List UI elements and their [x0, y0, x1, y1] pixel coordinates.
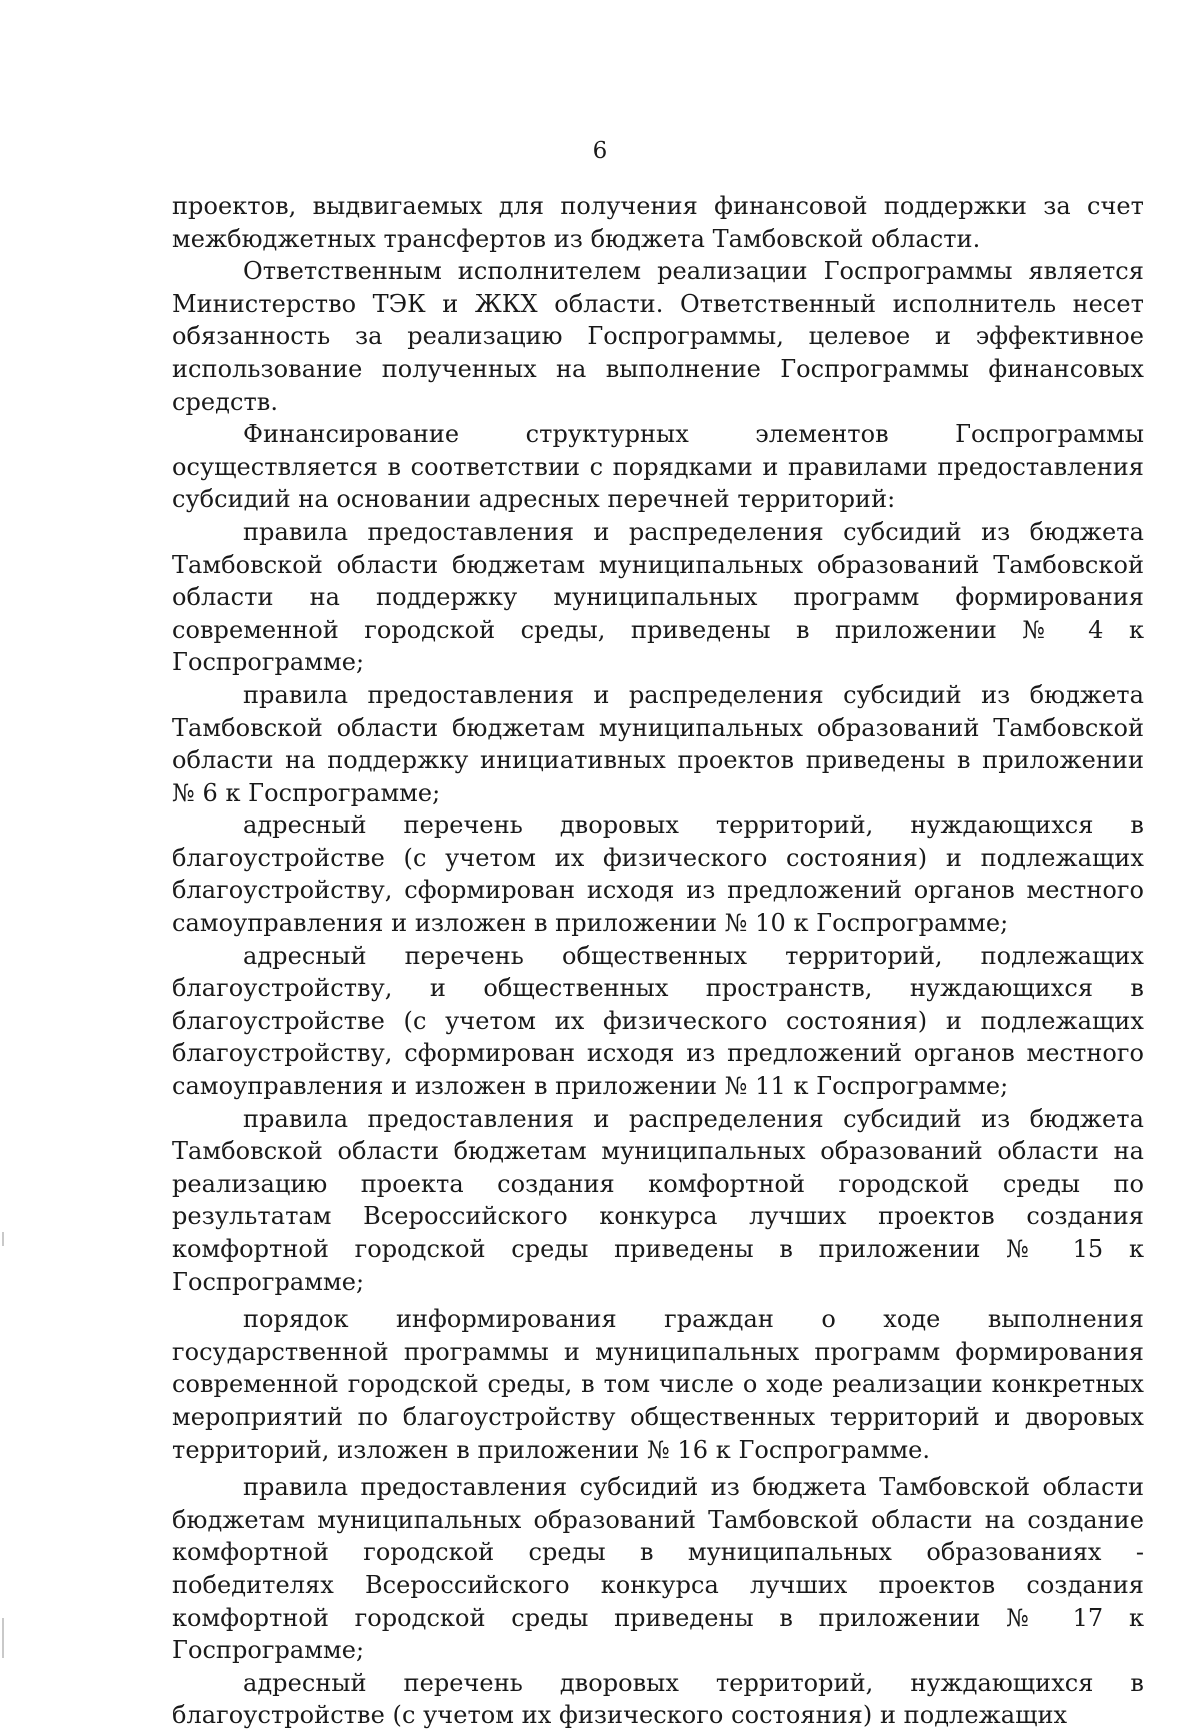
list-item-information-procedure-appendix-16: порядок информирования граждан о ходе выполнения государственной программы и муниципальных программ формирования современной городской среды, в том числе о ходе реализации конкретных мероприятий по благоустройству общественных территорий и дворовых территорий, изложен в приложении № 16 к Госпрограмме.: [172, 1305, 1144, 1464]
list-item-public-territories-appendix-11: адресный перечень общественных территорий, подлежащих благоустройству, и общественных пространств, нуждающихся в благоустройстве (с учетом их физического состояния) и подлежащих благоустройству, сформирован исходя из предложений органов местного самоуправления и изложен в приложении № 11 к Госпрограмме;: [172, 941, 1144, 1101]
scan-edge-mark: [2, 1232, 4, 1246]
list-item-rules-appendix-6: правила предоставления и распределения субсидий из бюджета Тамбовской области бюджетам муниципальных образований Тамбовской области на поддержку инициативных проектов приведены в приложении № 6 к Госпрограмме;: [172, 680, 1144, 807]
list-item-rules-appendix-17: правила предоставления субсидий из бюджета Тамбовской области бюджетам муниципальных образований Тамбовской области на создание комфортной городской среды в муниципальных образованиях - победителях Всероссийского конкурса лучших проектов создания комфортной городской среды приведены в приложении № 17 к Госпрограмме;: [172, 1473, 1144, 1665]
scan-edge-mark: [2, 1618, 4, 1658]
document-body: [172, 190, 1144, 1732]
list-item-rules-appendix-4: правила предоставления и распределения субсидий из бюджета Тамбовской области бюджетам муниципальных образований Тамбовской области на поддержку муниципальных программ формирования современной городской среды, приведены в приложении № 4 к Госпрограмме;: [172, 517, 1144, 677]
page-number: 6: [592, 138, 608, 164]
paragraph-responsible-executor: Ответственным исполнителем реализации Госпрограммы является Министерство ТЭК и ЖКХ области. Ответственный исполнитель несет обязанность за реализацию Госпрограммы, целевое и эффективное использование полученных на выполнение Госпрограммы финансовых средств.: [172, 257, 1144, 416]
list-item-courtyard-list-continued: адресный перечень дворовых территорий, нуждающихся в благоустройстве (с учетом их физического состояния) и подлежащих: [172, 1668, 1144, 1730]
list-item-courtyard-list-appendix-10: адресный перечень дворовых территорий, нуждающихся в благоустройстве (с учетом их физического состояния) и подлежащих благоустройству, сформирован исходя из предложений органов местного самоуправления и изложен в приложении № 10 к Госпрограмме;: [172, 811, 1144, 938]
paragraph-continuation: проектов, выдвигаемых для получения финансовой поддержки за счет межбюджетных трансфертов из бюджета Тамбовской области.: [172, 192, 1144, 253]
list-item-rules-appendix-15: правила предоставления и распределения субсидий из бюджета Тамбовской области бюджетам муниципальных образований области на реализацию проекта создания комфортной городской среды по результатам Всероссийского конкурса лучших проектов создания комфортной городской среды приведены в приложении № 15 к Госпрограмме;: [172, 1104, 1144, 1296]
paragraph-financing: Финансирование структурных элементов Госпрограммы осуществляется в соответствии с порядками и правилами предоставления субсидий на основании адресных перечней территорий:: [172, 420, 1144, 514]
